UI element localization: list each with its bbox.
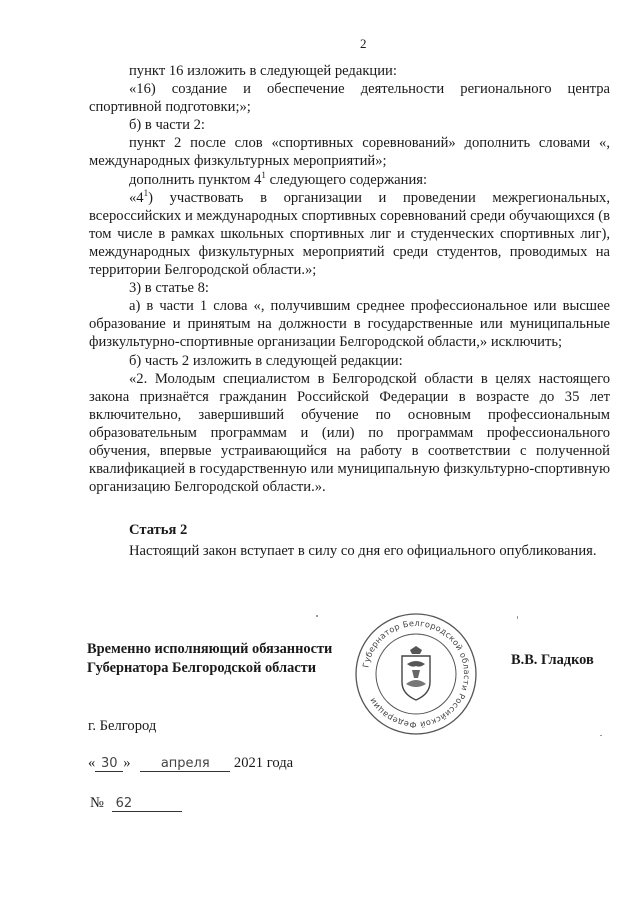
scan-speck xyxy=(600,735,602,736)
paragraph: б) в части 2: xyxy=(129,117,205,134)
page-number: 2 xyxy=(360,36,367,51)
signer-title-line: Губернатора Белгородской области xyxy=(87,660,317,676)
scan-speck xyxy=(517,616,518,619)
article-1-body xyxy=(89,62,610,496)
paragraph: Настоящий закон вступает в силу со дня его официального опубликования. xyxy=(129,543,597,559)
seal-text: Губернатор Белгородской области Российской Федерации xyxy=(360,617,473,731)
number-label: № xyxy=(90,795,104,811)
article-heading: Статья 2 xyxy=(129,522,188,538)
date-year: 2021 года xyxy=(233,755,294,771)
scan-speck xyxy=(316,615,318,617)
date-month: апреля xyxy=(140,756,230,772)
signer-title xyxy=(87,640,332,678)
date-close-quote: » xyxy=(123,755,131,771)
paragraph: пункт 16 изложить в следующей редакции: xyxy=(129,63,397,79)
paragraph: 3) в статье 8: xyxy=(129,280,209,297)
official-seal-stamp xyxy=(354,612,478,736)
coat-of-arms-emblem xyxy=(402,646,430,700)
signing-date xyxy=(88,755,293,772)
signer-name: В.В. Гладков xyxy=(511,652,594,668)
date-day: 30 xyxy=(95,756,123,772)
paragraph: а) в части 1 слова «, получившим среднее профессиональное или высшее образование и принятым на должности в государственные или муниципальные физкультурно-спортивные организации Белгородской области,» исключить; xyxy=(89,298,610,351)
place-of-signing: г. Белгород xyxy=(88,718,157,734)
law-number xyxy=(90,795,182,812)
paragraph: «2. Молодым специалистом в Белгородской области в целях настоящего закона признаётся гражданин Российской Федерации в возрасте до 35 лет включительно, завершивший обучение по основным профессиональным образовательным программам и (или) по программам профессионального обучения, впервые устраивающийся на работу в соответствии с полученной квалификацией в государственную или муниципальную физкультурно-спортивную организацию Белгородской области.». xyxy=(89,370,610,496)
paragraph: дополнить пунктом $4^1$ следующего содержания: xyxy=(129,169,428,188)
number-value: 62 xyxy=(112,796,182,812)
paragraph: «16) создание и обеспечение деятельности регионального центра спортивной подготовки;»; xyxy=(89,81,610,116)
paragraph: б) часть 2 изложить в следующей редакции: xyxy=(129,352,403,369)
paragraph: пункт 2 после слов «спортивных соревнований» дополнить словами «, международных физкультурных мероприятий»; xyxy=(89,135,610,170)
article-2-body xyxy=(89,542,610,560)
signer-title-line: Временно исполняющий обязанности xyxy=(87,641,333,657)
paragraph: «$4^1$) участвовать в организации и проведении межрегиональных, всероссийских и международных спортивных соревнований среди обучающихся (в том числе в рамках школьных спортивных лиг и студенческих спортивных лиг), международных физкультурных мероприятий среди студентов, проводимых на территории Белгородской области.»; xyxy=(89,187,610,279)
date-open-quote: « xyxy=(88,755,96,771)
